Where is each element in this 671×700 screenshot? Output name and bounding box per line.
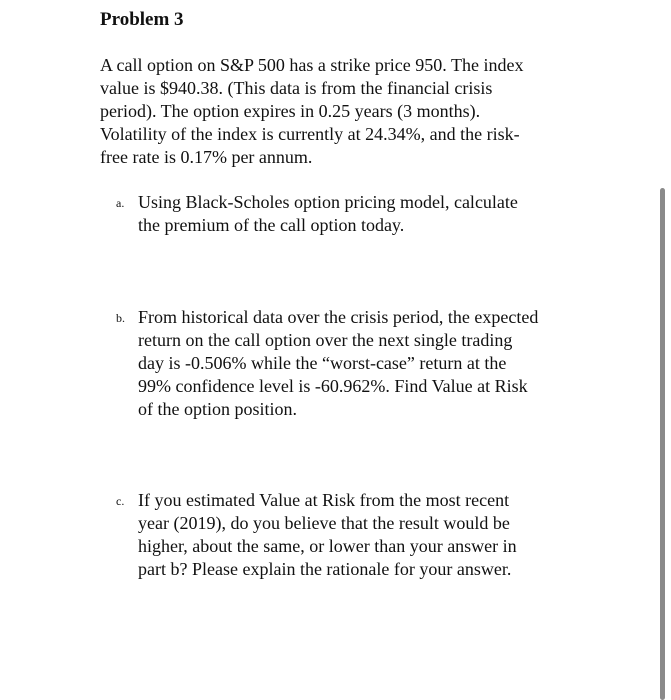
part-c-line: higher, about the same, or lower than your answer in	[138, 536, 517, 556]
part-b-line: day is -0.506% while the “worst-case” return at the	[138, 353, 507, 373]
problem-intro	[100, 54, 580, 169]
part-c-line: year (2019), do you believe that the result would be	[138, 513, 510, 533]
part-b	[116, 306, 576, 421]
part-b-line: of the option position.	[138, 399, 297, 419]
intro-line: Volatility of the index is currently at 24.34%, and the risk-	[100, 124, 520, 144]
part-c-line: If you estimated Value at Risk from the most recent	[138, 490, 510, 510]
intro-line: value is $940.38. (This data is from the financial crisis	[100, 78, 493, 98]
part-c	[116, 489, 576, 581]
part-a-line: Using Black-Scholes option pricing model, calculate	[138, 192, 518, 212]
part-b-text	[138, 306, 576, 421]
part-c-marker: c.	[116, 494, 125, 508]
part-a-line: the premium of the call option today.	[138, 215, 405, 235]
part-b-marker: b.	[116, 311, 125, 325]
intro-line: A call option on S&P 500 has a strike price 950. The index	[100, 55, 524, 75]
part-b-line: return on the call option over the next single trading	[138, 330, 513, 350]
vertical-scrollbar[interactable]	[660, 188, 665, 700]
part-a	[116, 191, 576, 237]
part-c-text	[138, 489, 576, 581]
problem-title: Problem 3	[100, 9, 184, 30]
part-b-line: From historical data over the crisis period, the expected	[138, 307, 539, 327]
part-c-line: part b? Please explain the rationale for your answer.	[138, 559, 512, 579]
part-a-text	[138, 191, 576, 237]
intro-line: free rate is 0.17% per annum.	[100, 147, 313, 167]
part-b-line: 99% confidence level is -60.962%. Find Value at Risk	[138, 376, 528, 396]
intro-line: period). The option expires in 0.25 years (3 months).	[100, 101, 481, 121]
part-a-marker: a.	[116, 196, 125, 210]
